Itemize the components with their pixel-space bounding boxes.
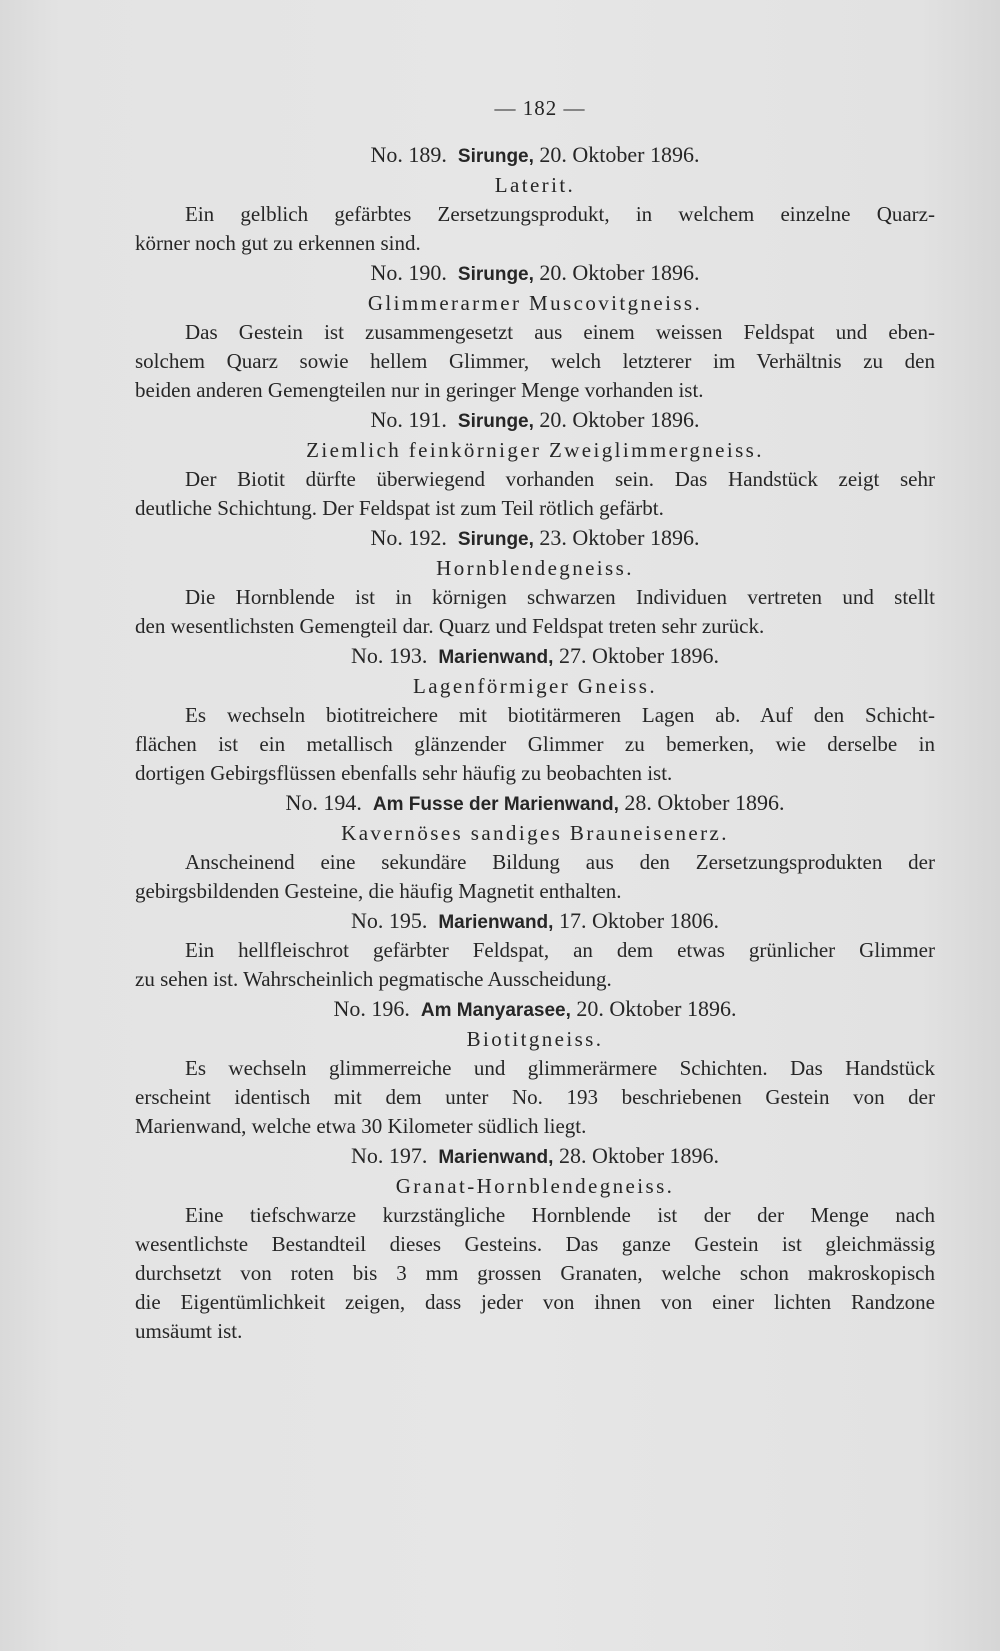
entry-heading xyxy=(135,523,935,553)
description-line: Das Gestein ist zusammengesetzt aus einem weissen Feldspat und eben- xyxy=(185,320,935,344)
description-line: Es wechseln biotitreichere mit biotitärmeren Lagen ab. Auf den Schicht- xyxy=(185,703,935,727)
entry-date: 20. Oktober 1896. xyxy=(576,996,737,1021)
description-line: Anscheinend eine sekundäre Bildung aus den Zersetzungsprodukten der xyxy=(185,850,935,874)
entry-date: 20. Oktober 1896. xyxy=(539,407,700,432)
entry-description xyxy=(135,1201,935,1346)
entry-place: Sirunge, xyxy=(457,411,534,432)
description-line: durchsetzt von roten bis 3 mm grossen Granaten, welche schon makroskopisch xyxy=(135,1261,935,1285)
catalog-entry xyxy=(135,994,935,1141)
entry-number: No. 191. xyxy=(370,407,447,432)
rock-name: Laterit. xyxy=(494,173,576,197)
entry-number: No. 193. xyxy=(350,643,428,668)
catalog-entry xyxy=(135,1141,935,1346)
description-line: körner noch gut zu erkennen sind. xyxy=(135,231,421,255)
entry-description xyxy=(135,583,935,641)
entry-date: 17. Oktober 1806. xyxy=(558,908,720,933)
rock-name: Glimmerarmer Muscovitgneiss. xyxy=(367,291,703,315)
rock-name: Lagenförmiger Gneiss. xyxy=(412,674,657,698)
entry-number: No. 194. xyxy=(285,790,362,815)
entry-number: No. 192. xyxy=(370,525,447,550)
entry-number: No. 195. xyxy=(350,908,428,933)
description-line: dortigen Gebirgsflüssen ebenfalls sehr häufig zu beobachten ist. xyxy=(135,761,673,785)
description-line: den wesentlichsten Gemengteil dar. Quarz und Feldspat treten sehr zurück. xyxy=(135,614,765,638)
description-line: Es wechseln glimmerreiche und glimmerärmere Schichten. Das Handstück xyxy=(185,1056,935,1080)
entry-heading xyxy=(135,906,935,936)
rock-name: Hornblendegneiss. xyxy=(436,556,634,580)
description-line: Die Hornblende ist in körnigen schwarzen Individuen vertreten und stellt xyxy=(185,585,935,609)
catalog-entry xyxy=(135,258,935,405)
entry-date: 28. Oktober 1896. xyxy=(558,1143,720,1168)
entry-heading xyxy=(135,140,935,170)
entry-place: Sirunge, xyxy=(457,529,534,550)
entry-description xyxy=(135,848,935,906)
entry-date: 20. Oktober 1896. xyxy=(539,142,700,167)
entry-description xyxy=(135,465,935,523)
entry-heading xyxy=(135,258,935,288)
entry-heading xyxy=(135,641,935,671)
entry-place: Sirunge, xyxy=(457,264,534,285)
entry-description xyxy=(135,1054,935,1141)
catalog-entry xyxy=(135,405,935,523)
description-line: gebirgsbildenden Gesteine, die häufig Magnetit enthalten. xyxy=(135,879,622,903)
entry-heading xyxy=(135,1141,935,1171)
description-line: Der Biotit dürfte überwiegend vorhanden sein. Das Handstück zeigt sehr xyxy=(185,467,935,491)
entry-place: Marienwand, xyxy=(438,912,554,933)
entry-heading xyxy=(135,994,935,1024)
entry-description xyxy=(135,936,935,994)
entry-number: No. 190. xyxy=(370,260,447,285)
entry-place: Marienwand, xyxy=(438,1147,554,1168)
entry-heading xyxy=(135,788,935,818)
catalog-entry xyxy=(135,788,935,906)
rock-name: Kavernöses sandiges Brauneisenerz. xyxy=(341,821,729,845)
description-line: solchem Quarz sowie hellem Glimmer, welch letzterer im Verhältnis zu den xyxy=(135,349,935,373)
description-line: erscheint identisch mit dem unter No. 193 beschriebenen Gestein von der xyxy=(135,1085,935,1109)
entry-date: 27. Oktober 1896. xyxy=(558,643,720,668)
rock-name: Ziemlich feinkörniger Zweiglimmergneiss. xyxy=(306,438,764,462)
entry-description xyxy=(135,701,935,788)
description-line: Marienwand, welche etwa 30 Kilometer südlich liegt. xyxy=(135,1114,587,1138)
entry-place: Am Fusse der Marienwand, xyxy=(372,794,619,815)
description-line: beiden anderen Gemengteilen nur in geringer Menge vorhanden ist. xyxy=(135,378,704,402)
catalog-entry xyxy=(135,906,935,994)
entry-place: Am Manyarasee, xyxy=(420,1000,571,1021)
document-body xyxy=(135,140,935,1346)
entry-description xyxy=(135,318,935,405)
entry-date: 20. Oktober 1896. xyxy=(539,260,700,285)
entry-date: 23. Oktober 1896. xyxy=(539,525,700,550)
description-line: wesentlichste Bestandteil dieses Gesteins. Das ganze Gestein ist gleichmässig xyxy=(135,1232,935,1256)
description-line: Ein gelblich gefärbtes Zersetzungsprodukt, in welchem einzelne Quarz- xyxy=(185,202,935,226)
entry-number: No. 189. xyxy=(370,142,447,167)
entry-place: Marienwand, xyxy=(438,647,554,668)
entry-heading xyxy=(135,405,935,435)
description-line: Eine tiefschwarze kurzstängliche Hornblende ist der der Menge nach xyxy=(185,1203,935,1227)
page-number: — 182 — xyxy=(494,96,586,120)
description-line: deutliche Schichtung. Der Feldspat ist zum Teil rötlich gefärbt. xyxy=(135,496,664,520)
description-line: zu sehen ist. Wahrscheinlich pegmatische Ausscheidung. xyxy=(135,967,612,991)
rock-name: Granat-Hornblendegneiss. xyxy=(395,1174,675,1198)
catalog-entry xyxy=(135,523,935,641)
entry-number: No. 196. xyxy=(333,996,410,1021)
catalog-entry xyxy=(135,641,935,788)
entry-date: 28. Oktober 1896. xyxy=(624,790,785,815)
description-line: umsäumt ist. xyxy=(135,1319,243,1343)
entry-description xyxy=(135,200,935,258)
rock-name: Biotitgneiss. xyxy=(466,1027,604,1051)
description-line: Ein hellfleischrot gefärbter Feldspat, an dem etwas grünlicher Glimmer xyxy=(185,938,935,962)
catalog-entry xyxy=(135,140,935,258)
description-line: flächen ist ein metallisch glänzender Glimmer zu bemerken, wie derselbe in xyxy=(135,732,935,756)
entry-number: No. 197. xyxy=(350,1143,428,1168)
description-line: die Eigentümlichkeit zeigen, dass jeder von ihnen von einer lichten Randzone xyxy=(135,1290,935,1314)
entry-place: Sirunge, xyxy=(457,146,534,167)
